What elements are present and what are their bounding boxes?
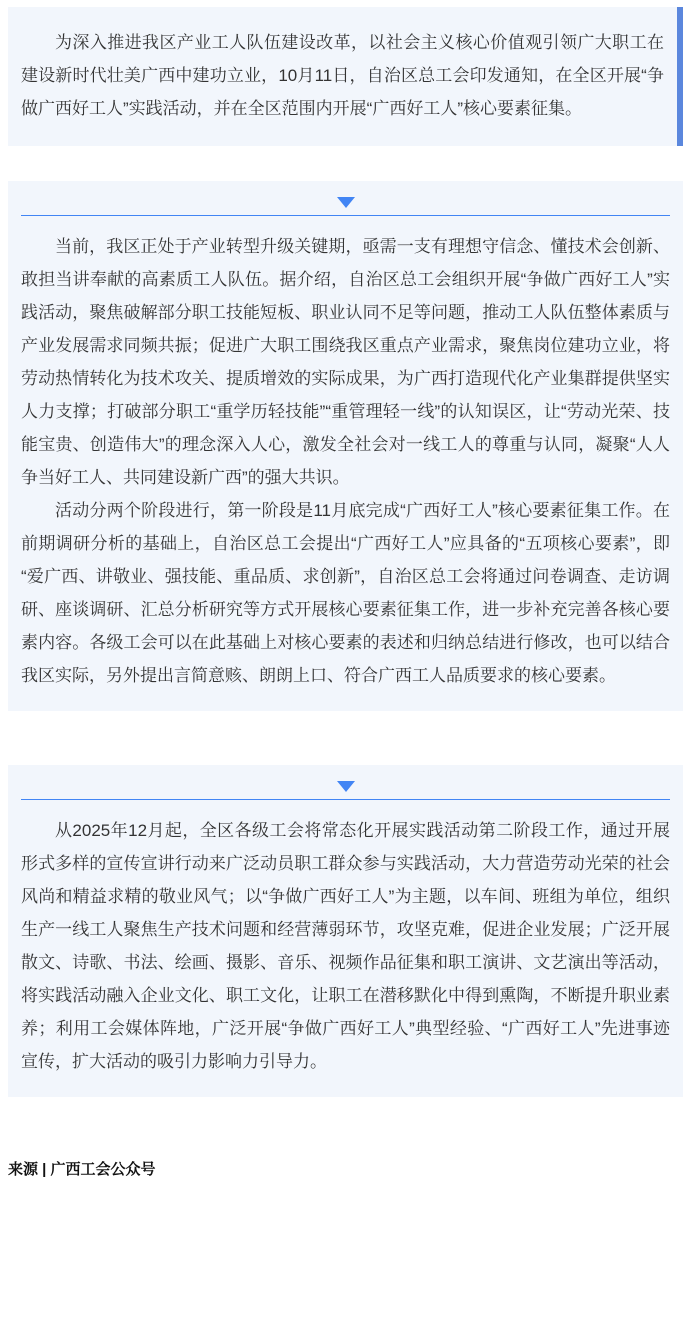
body-paragraph: 活动分两个阶段进行，第一阶段是11月底完成“广西好工人”核心要素征集工作。在前期调研分析的基础上，自治区总工会提出“广西好工人”应具备的“五项核心要素”，即“爱广西、讲敬业、强技能、重品质、求创新”，自治区总工会将通过问卷调查、走访调研、座谈调研、汇总分析研究等方式开展核心要素征集工作，进一步补充完善各核心要素内容。各级工会可以在此基础上对核心要素的表述和归纳总结进行修改，也可以结合我区实际，另外提出言简意赅、朗朗上口、符合广西工人品质要求的核心要素。 <box>21 501 670 685</box>
intro-highlight-block <box>8 7 683 146</box>
divider-line <box>21 799 670 800</box>
body-paragraph: 当前，我区正处于产业转型升级关键期，亟需一支有理想守信念、懂技术会创新、敢担当讲奉献的高素质工人队伍。据介绍，自治区总工会组织开展“争做广西好工人”实践活动，聚焦破解部分职工技能短板、职业认同不足等问题，推动工人队伍整体素质与产业发展需求同频共振；促进广大职工围绕我区重点产业需求，聚焦岗位建功立业，将劳动热情转化为技术攻关、提质增效的实际成果，为广西打造现代化产业集群提供坚实人力支撑；打破部分职工“重学历轻技能”“重管理轻一线”的认知误区，让“劳动光荣、技能宝贵、创造伟大”的理念深入人心，激发全社会对一线工人的尊重与认同，凝聚“人人争当好工人、共同建设新广西”的强大共识。 <box>21 237 670 487</box>
body-paragraph: 从2025年12月起，全区各级工会将常态化开展实践活动第二阶段工作，通过开展形式多样的宣传宣讲行动来广泛动员职工群众参与实践活动，大力营造劳动光荣的社会风尚和精益求精的敬业风气；以“争做广西好工人”为主题，以车间、班组为单位，组织生产一线工人聚焦生产技术问题和经营薄弱环节，攻坚克难，促进企业发展；广泛开展散文、诗歌、书法、绘画、摄影、音乐、视频作品征集和职工演讲、文艺演出等活动，将实践活动融入企业文化、职工文化，让职工在潜移默化中得到熏陶，不断提升职业素养；利用工会媒体阵地，广泛开展“争做广西好工人”典型经验、“广西好工人”先进事迹宣传，扩大活动的吸引力影响力引导力。 <box>21 821 670 1071</box>
divider-line <box>21 215 670 216</box>
section-divider <box>21 765 670 800</box>
section-block-2 <box>8 765 683 1097</box>
triangle-down-icon <box>337 781 355 792</box>
section-block-1 <box>8 181 683 711</box>
article-page <box>0 7 691 1179</box>
source-attribution: 来源 | 广西工会公众号 <box>8 1161 156 1178</box>
triangle-down-icon <box>337 197 355 208</box>
intro-paragraph: 为深入推进我区产业工人队伍建设改革，以社会主义核心价值观引领广大职工在建设新时代壮美广西中建功立业，10月11日，自治区总工会印发通知，在全区开展“争做广西好工人”实践活动，并在全区范围内开展“广西好工人”核心要素征集。 <box>21 33 664 118</box>
section-divider <box>21 181 670 216</box>
